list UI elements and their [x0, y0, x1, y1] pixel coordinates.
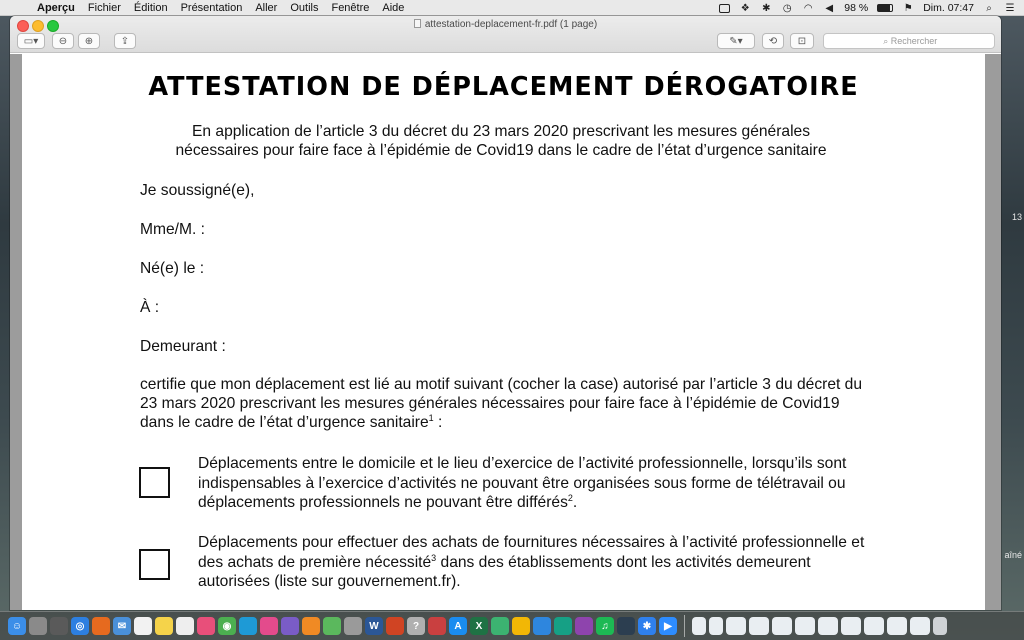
- window-thumbnail-icon[interactable]: [818, 617, 838, 635]
- dropbox-icon[interactable]: ❖: [740, 2, 750, 14]
- launchpad-icon[interactable]: [29, 617, 47, 635]
- spotlight-icon[interactable]: ⌕: [986, 2, 992, 14]
- desktop-label-fragment: aîné: [1004, 550, 1022, 560]
- maps-icon[interactable]: [323, 617, 341, 635]
- reason-text: Déplacements entre le domicile et le lieu d’exercice de l’activité professionnelle, lorsqu’ils sont indispensables à l’exercice d’activités ne pouvant être organisées sous forme de télétravail ou déplacements professionnels ne pouvant être différés: [198, 455, 847, 511]
- safari-icon[interactable]: ◎: [71, 617, 89, 635]
- pdf-page: [22, 54, 985, 610]
- reason-end: .: [572, 494, 578, 511]
- wifi-icon[interactable]: ◠: [803, 2, 813, 14]
- sidebar-icon: ▭▾: [23, 35, 39, 47]
- menu-aide[interactable]: Aide: [382, 1, 405, 14]
- app-icon[interactable]: [428, 617, 446, 635]
- menu-aller[interactable]: Aller: [255, 1, 278, 14]
- undersigned-label: Je soussigné(e),: [140, 182, 255, 199]
- mail-icon[interactable]: ✉: [113, 617, 131, 635]
- window-title: [10, 19, 1001, 30]
- menu-presentation[interactable]: Présentation: [180, 1, 243, 14]
- reason-work-text: [198, 454, 878, 513]
- dashboard-icon[interactable]: [50, 617, 68, 635]
- window-title-text: attestation-deplacement-fr.pdf (1 page): [424, 19, 598, 30]
- pen-icon: ✎▾: [729, 35, 743, 47]
- menu-fenetre[interactable]: Fenêtre: [331, 1, 370, 14]
- menu-edition[interactable]: Édition: [133, 1, 168, 14]
- title-bar: [10, 16, 1001, 53]
- birth-place-field-label: À :: [140, 299, 160, 316]
- reason-checkbox-shopping[interactable]: [139, 549, 170, 580]
- preview-icon[interactable]: [344, 617, 362, 635]
- flag-icon[interactable]: ⚑: [903, 2, 913, 14]
- app-icon[interactable]: [617, 617, 635, 635]
- document-title: ATTESTATION DE DÉPLACEMENT DÉROGATOIRE: [148, 72, 859, 102]
- battery-percent[interactable]: 98 %: [844, 2, 869, 14]
- toolbox-button[interactable]: [790, 33, 814, 49]
- menu-bar: [0, 0, 1024, 16]
- address-field-label: Demeurant :: [140, 338, 226, 355]
- window-thumbnail-icon[interactable]: [841, 617, 861, 635]
- menu-outils[interactable]: Outils: [290, 1, 319, 14]
- status-area: [719, 0, 1016, 16]
- screen-record-icon[interactable]: [719, 4, 730, 13]
- app-icon[interactable]: [512, 617, 530, 635]
- window-thumbnail-icon[interactable]: [749, 617, 769, 635]
- bluetooth-icon[interactable]: ✱: [762, 2, 771, 14]
- time-machine-icon[interactable]: ◷: [782, 2, 792, 14]
- app-icon[interactable]: [554, 617, 572, 635]
- firefox-icon[interactable]: [92, 617, 110, 635]
- zoom-in-icon: ⊕: [84, 35, 94, 47]
- dock-separator: [684, 615, 685, 637]
- window-thumbnail-icon[interactable]: [887, 617, 907, 635]
- preview-window: [10, 16, 1001, 610]
- desktop-label-fragment: 13: [1011, 212, 1022, 222]
- notification-center-icon[interactable]: ☰: [1005, 2, 1015, 14]
- zoom-out-icon: ⊖: [58, 35, 68, 47]
- reason-text: Déplacements pour effectuer des achats de fournitures nécessaires à l’activité professionnelle et des achats de première nécessité: [198, 534, 865, 571]
- finder-icon[interactable]: ☺: [8, 617, 26, 635]
- volume-icon[interactable]: ◀: [825, 2, 834, 14]
- reason-text: dans des établissements dont les activités demeurent autorisées (liste sur gouvernement.fr).: [198, 553, 811, 590]
- document-viewer[interactable]: [10, 54, 1001, 610]
- itunes-icon[interactable]: [260, 617, 278, 635]
- app-icon[interactable]: [575, 617, 593, 635]
- search-field[interactable]: [823, 33, 995, 49]
- app-icon[interactable]: [533, 617, 551, 635]
- word-icon[interactable]: W: [365, 617, 383, 635]
- document-icon[interactable]: [692, 617, 706, 635]
- chrome-icon[interactable]: ◉: [218, 617, 236, 635]
- intro-line: nécessaires pour faire face à l’épidémie de Covid19 dans le cadre de l’état d’urgence sanitaire: [175, 142, 827, 159]
- certify-text: certifie que mon déplacement est lié au motif suivant (cocher la case) autorisé par l’article 3 du décret du 23 mars 2020 prescrivant les mesures générales nécessaires pour faire face à l’épidémie de Covid19 dans le cadre de l’état d’urgence sanitaire: [140, 376, 863, 431]
- share-icon: ⇪: [120, 35, 130, 47]
- reason-checkbox-work[interactable]: [139, 467, 170, 498]
- pdf-file-icon: [414, 19, 421, 28]
- reminders-icon[interactable]: [176, 617, 194, 635]
- footnote-ref: 2: [567, 493, 573, 503]
- dock: [0, 611, 1024, 640]
- footnote-ref: 3: [431, 552, 437, 563]
- certify-end: :: [433, 414, 443, 431]
- calendar-icon[interactable]: [134, 617, 152, 635]
- intro-line: En application de l’article 3 du décret du 23 mars 2020 prescrivant les mesures générales: [191, 123, 811, 140]
- bluetooth-icon[interactable]: ✱: [638, 617, 656, 635]
- intro-paragraph: [122, 122, 880, 160]
- window-thumbnail-icon[interactable]: [795, 617, 815, 635]
- rotate-icon: ⟲: [768, 35, 778, 47]
- webex-icon[interactable]: [239, 617, 257, 635]
- search-placeholder: Rechercher: [890, 36, 938, 46]
- certify-paragraph: [140, 375, 875, 432]
- zoom-out-button[interactable]: [52, 33, 74, 49]
- photos-icon[interactable]: [197, 617, 215, 635]
- notes-icon[interactable]: [155, 617, 173, 635]
- app-icon[interactable]: [491, 617, 509, 635]
- document-icon[interactable]: [709, 617, 723, 635]
- footnote-ref: 1: [428, 413, 434, 423]
- menu-app-name[interactable]: Aperçu: [37, 1, 75, 14]
- sidebar-toggle-button[interactable]: [17, 33, 45, 49]
- window-thumbnail-icon[interactable]: [772, 617, 792, 635]
- reason-shopping-text: [198, 533, 878, 592]
- name-field-label: Mme/M. :: [140, 221, 205, 238]
- app-icon[interactable]: [281, 617, 299, 635]
- search-icon: ⌕: [883, 35, 889, 46]
- powerpoint-icon[interactable]: [386, 617, 404, 635]
- toolbox-icon: ⊡: [797, 35, 807, 47]
- appstore-icon[interactable]: A: [449, 617, 467, 635]
- share-button[interactable]: [114, 33, 136, 49]
- trash-icon[interactable]: [933, 617, 947, 635]
- books-icon[interactable]: [302, 617, 320, 635]
- zoom-in-button[interactable]: [78, 33, 100, 49]
- window-thumbnail-icon[interactable]: [864, 617, 884, 635]
- menu-fichier[interactable]: Fichier: [87, 1, 121, 14]
- spotify-icon[interactable]: ♫: [596, 617, 614, 635]
- window-thumbnail-icon[interactable]: [726, 617, 746, 635]
- unknown-app-icon[interactable]: ?: [407, 617, 425, 635]
- clock[interactable]: Dim. 07:47: [923, 2, 974, 14]
- window-thumbnail-icon[interactable]: [910, 617, 930, 635]
- markup-button[interactable]: [717, 33, 755, 49]
- zoom-icon[interactable]: ▶: [659, 617, 677, 635]
- battery-icon[interactable]: [877, 4, 893, 12]
- birth-date-field-label: Né(e) le :: [140, 260, 205, 277]
- excel-icon[interactable]: X: [470, 617, 488, 635]
- rotate-button[interactable]: [762, 33, 784, 49]
